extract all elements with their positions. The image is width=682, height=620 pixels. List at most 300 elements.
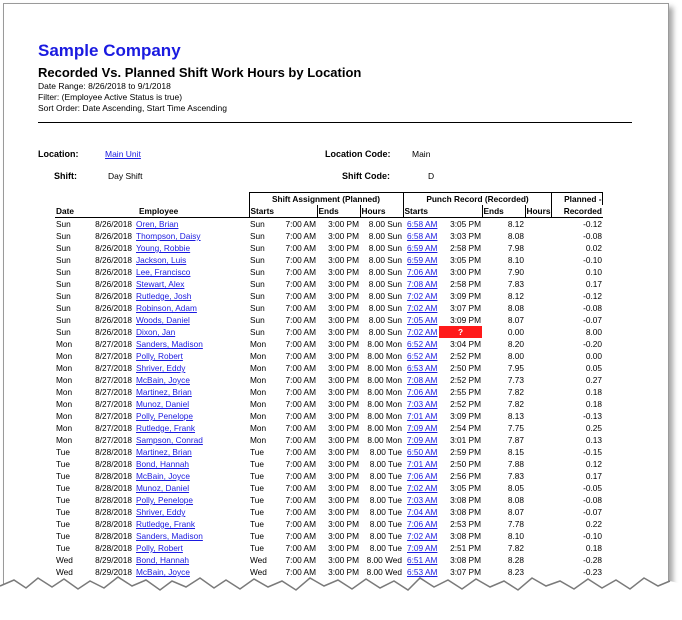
planned-hours: 8.00 Mon xyxy=(367,435,402,445)
planned-minus-recorded: -0.28 xyxy=(583,555,602,565)
employee-link[interactable]: Young, Robbie xyxy=(136,243,191,253)
spacer xyxy=(525,506,552,518)
recorded-end: 3:05 PM xyxy=(450,483,481,493)
employee-link[interactable]: Rutledge, Frank xyxy=(136,423,196,433)
planned-day: Tue xyxy=(250,531,264,541)
row-day: Wed xyxy=(56,555,73,565)
table-row xyxy=(55,386,603,398)
spacer xyxy=(525,266,552,278)
planned-day: Sun xyxy=(250,243,265,253)
row-day: Sun xyxy=(56,243,71,253)
recorded-start-link[interactable]: 7:06 AM xyxy=(407,387,438,397)
planned-hours: 8.00 Sun xyxy=(368,267,402,277)
recorded-hours: 7.98 xyxy=(507,243,524,253)
planned-end: 3:00 PM xyxy=(328,543,359,553)
recorded-hours: 8.07 xyxy=(507,315,524,325)
recorded-hours: 8.12 xyxy=(507,219,524,229)
table-row xyxy=(55,470,603,482)
spacer xyxy=(525,410,552,422)
planned-hours: 8.00 Mon xyxy=(367,399,402,409)
planned-start: 7:00 AM xyxy=(285,519,316,529)
recorded-start-link[interactable]: 6:50 AM xyxy=(407,447,438,457)
table-row xyxy=(55,254,603,266)
planned-minus-recorded: 0.17 xyxy=(585,279,602,289)
planned-end: 3:00 PM xyxy=(328,327,359,337)
planned-start: 7:00 AM xyxy=(285,375,316,385)
planned-hours: 8.00 Tue xyxy=(369,447,402,457)
planned-start: 7:00 AM xyxy=(285,267,316,277)
planned-start: 7:00 AM xyxy=(285,507,316,517)
employee-link[interactable]: Sampson, Conrad xyxy=(136,435,203,445)
recorded-start-link[interactable]: 6:59 AM xyxy=(407,243,438,253)
row-date: 8/28/2018 xyxy=(95,507,132,517)
row-day: Tue xyxy=(56,519,70,529)
planned-day: Tue xyxy=(250,519,264,529)
shift-assignment-group: Shift Assignment (Planned) xyxy=(249,193,403,206)
planned-minus-recorded: 0.27 xyxy=(585,375,602,385)
recorded-start-link[interactable]: 6:58 AM xyxy=(407,231,438,241)
planned-hours: 8.00 Tue xyxy=(369,543,402,553)
spacer xyxy=(525,446,552,458)
recorded-start-link[interactable]: 7:03 AM xyxy=(407,495,438,505)
row-date: 8/27/2018 xyxy=(95,399,132,409)
row-day: Sun xyxy=(56,231,71,241)
planned-end: 3:00 PM xyxy=(328,519,359,529)
recorded-end: 2:52 PM xyxy=(450,375,481,385)
row-day: Tue xyxy=(56,459,70,469)
recorded-end: 2:52 PM xyxy=(450,399,481,409)
planned-start: 7:00 AM xyxy=(285,483,316,493)
table-row xyxy=(55,518,603,530)
planned-day: Mon xyxy=(250,363,267,373)
row-day: Sun xyxy=(56,327,71,337)
employee-link[interactable]: Sanders, Madison xyxy=(136,531,203,541)
employee-link[interactable]: McBain, Joyce xyxy=(136,375,190,385)
planned-day: Wed xyxy=(250,567,267,577)
row-day: Tue xyxy=(56,483,70,493)
col-recorded-hours-header: Hours xyxy=(526,206,551,216)
planned-start: 7:00 AM xyxy=(285,471,316,481)
row-date: 8/28/2018 xyxy=(95,519,132,529)
recorded-start-link[interactable]: 7:03 AM xyxy=(407,399,438,409)
recorded-end: 3:08 PM xyxy=(450,495,481,505)
planned-end: 3:00 PM xyxy=(328,339,359,349)
employee-link[interactable]: Robinson, Adam xyxy=(136,303,197,313)
planned-start: 7:00 AM xyxy=(285,459,316,469)
recorded-hours: 7.87 xyxy=(507,435,524,445)
header-divider xyxy=(38,122,632,123)
planned-hours: 8.00 Mon xyxy=(367,339,402,349)
planned-day: Sun xyxy=(250,291,265,301)
employee-link[interactable]: Dixon, Jan xyxy=(136,327,176,337)
employee-link[interactable]: Polly, Robert xyxy=(136,351,183,361)
table-row xyxy=(55,530,603,542)
planned-minus-recorded: -0.13 xyxy=(583,411,602,421)
employee-link[interactable]: Polly, Penelope xyxy=(136,411,194,421)
recorded-hours: 8.28 xyxy=(507,555,524,565)
planned-start: 7:00 AM xyxy=(285,339,316,349)
row-date: 8/27/2018 xyxy=(95,423,132,433)
row-day: Tue xyxy=(56,531,70,541)
recorded-start-link[interactable]: 7:04 AM xyxy=(407,507,438,517)
employee-link[interactable]: McBain, Joyce xyxy=(136,471,190,481)
recorded-start-link[interactable]: 6:59 AM xyxy=(407,255,438,265)
planned-minus-recorded: -0.20 xyxy=(583,339,602,349)
recorded-start-link[interactable]: 7:08 AM xyxy=(407,375,438,385)
planned-start: 7:00 AM xyxy=(285,291,316,301)
planned-hours: 8.00 Mon xyxy=(367,363,402,373)
planned-minus-recorded: 0.13 xyxy=(585,435,602,445)
employee-link[interactable]: Shriver, Eddy xyxy=(136,507,186,517)
row-day: Mon xyxy=(56,375,73,385)
planned-hours: 8.00 Mon xyxy=(367,387,402,397)
planned-hours: 8.00 Sun xyxy=(368,279,402,289)
employee-link[interactable]: Rutledge, Frank xyxy=(136,519,196,529)
employee-link[interactable]: Lee, Francisco xyxy=(136,267,191,277)
table-row xyxy=(55,266,603,278)
spacer xyxy=(525,338,552,350)
employee-link[interactable]: Munoz, Daniel xyxy=(136,483,190,493)
planned-minus-recorded: 0.18 xyxy=(585,399,602,409)
recorded-hours: 8.20 xyxy=(507,339,524,349)
planned-minus-recorded: -0.08 xyxy=(583,303,602,313)
planned-minus-recorded: 0.22 xyxy=(585,519,602,529)
planned-end: 3:00 PM xyxy=(328,363,359,373)
planned-start: 7:00 AM xyxy=(285,435,316,445)
table-row xyxy=(55,410,603,422)
row-date: 8/28/2018 xyxy=(95,531,132,541)
row-date: 8/27/2018 xyxy=(95,339,132,349)
recorded-end: 3:09 PM xyxy=(450,411,481,421)
recorded-start-link[interactable]: 7:01 AM xyxy=(407,459,438,469)
recorded-start-link[interactable]: 7:06 AM xyxy=(407,471,438,481)
location-code-label: Location Code: xyxy=(325,149,391,159)
spacer xyxy=(525,242,552,254)
recorded-end: 2:56 PM xyxy=(450,471,481,481)
planned-minus-recorded: -0.07 xyxy=(583,507,602,517)
row-date: 8/28/2018 xyxy=(95,495,132,505)
planned-hours: 8.00 Sun xyxy=(368,255,402,265)
planned-minus-recorded: 0.05 xyxy=(585,363,602,373)
planned-day: Mon xyxy=(250,399,267,409)
table-row xyxy=(55,482,603,494)
row-day: Mon xyxy=(56,423,73,433)
col-recorded-ends-header: Ends xyxy=(482,205,525,218)
planned-day: Sun xyxy=(250,219,265,229)
recorded-start-link[interactable]: 6:53 AM xyxy=(407,363,438,373)
shift-value: Day Shift xyxy=(108,171,143,181)
recorded-end: 2:51 PM xyxy=(450,543,481,553)
spacer xyxy=(525,326,552,338)
employee-link[interactable]: Woods, Daniel xyxy=(136,315,190,325)
table-row xyxy=(55,350,603,362)
planned-start: 7:00 AM xyxy=(285,423,316,433)
planned-day: Sun xyxy=(250,327,265,337)
employee-link[interactable]: Martinez, Brian xyxy=(136,447,192,457)
employee-link[interactable]: Sanders, Madison xyxy=(136,339,203,349)
recorded-start-link[interactable]: 6:52 AM xyxy=(407,351,438,361)
employee-link[interactable]: Bond, Hannah xyxy=(136,459,190,469)
row-date: 8/26/2018 xyxy=(95,219,132,229)
location-code-value: Main xyxy=(412,149,431,159)
planned-start: 7:00 AM xyxy=(285,531,316,541)
spacer xyxy=(525,290,552,302)
recorded-end: 3:00 PM xyxy=(450,267,481,277)
spacer xyxy=(525,218,552,231)
planned-end: 3:00 PM xyxy=(328,471,359,481)
date-range: Date Range: 8/26/2018 to 9/1/2018 xyxy=(38,81,171,91)
employee-link[interactable]: Polly, Robert xyxy=(136,543,183,553)
report-page xyxy=(3,3,669,590)
employee-link[interactable]: Stewart, Alex xyxy=(136,279,185,289)
planned-day: Mon xyxy=(250,411,267,421)
recorded-start-link[interactable]: 7:06 AM xyxy=(407,267,438,277)
group-header-row xyxy=(55,193,603,206)
recorded-hours: 0.00 xyxy=(507,327,524,337)
row-day: Tue xyxy=(56,507,70,517)
row-date: 8/26/2018 xyxy=(95,243,132,253)
planned-hours: 8.00 Mon xyxy=(367,375,402,385)
planned-day: Sun xyxy=(250,315,265,325)
row-day: Mon xyxy=(56,399,73,409)
employee-link[interactable]: Rutledge, Josh xyxy=(136,291,192,301)
row-date: 8/26/2018 xyxy=(95,231,132,241)
planned-day: Sun xyxy=(250,231,265,241)
table-row xyxy=(55,278,603,290)
planned-end: 3:00 PM xyxy=(328,531,359,541)
row-date: 8/26/2018 xyxy=(95,255,132,265)
table-row xyxy=(55,506,603,518)
company-name: Sample Company xyxy=(38,41,181,60)
planned-minus-recorded: -0.12 xyxy=(583,291,602,301)
planned-end: 3:00 PM xyxy=(328,567,359,577)
planned-end: 3:00 PM xyxy=(328,375,359,385)
filter-text: Filter: (Employee Active Status is true) xyxy=(38,92,183,102)
row-date: 8/26/2018 xyxy=(95,315,132,325)
recorded-start-link[interactable]: 7:06 AM xyxy=(407,519,438,529)
planned-hours: 8.00 Tue xyxy=(369,519,402,529)
planned-hours: 8.00 Mon xyxy=(367,411,402,421)
recorded-start-link[interactable]: 6:53 AM xyxy=(407,567,438,577)
recorded-start-link[interactable]: 7:01 AM xyxy=(407,411,438,421)
planned-hours: 8.00 Sun xyxy=(368,291,402,301)
row-day: Tue xyxy=(56,471,70,481)
recorded-hours: 8.07 xyxy=(507,507,524,517)
recorded-end: 3:07 PM xyxy=(450,303,481,313)
location-link[interactable]: Main Unit xyxy=(105,149,141,159)
planned-hours: 8.00 Tue xyxy=(369,507,402,517)
recorded-hours: 7.82 xyxy=(507,387,524,397)
table-row xyxy=(55,290,603,302)
row-date: 8/26/2018 xyxy=(95,267,132,277)
recorded-start-link[interactable]: 7:02 AM xyxy=(407,327,438,337)
row-date: 8/26/2018 xyxy=(95,303,132,313)
col-planned-starts-header: Starts xyxy=(249,205,317,218)
planned-end: 3:00 PM xyxy=(328,267,359,277)
planned-end: 3:00 PM xyxy=(328,507,359,517)
torn-edge xyxy=(0,560,682,620)
row-date: 8/27/2018 xyxy=(95,387,132,397)
recorded-hours: 7.82 xyxy=(507,399,524,409)
recorded-end: 2:50 PM xyxy=(450,363,481,373)
shift-label: Shift: xyxy=(54,171,77,181)
recorded-start-link[interactable]: 7:02 AM xyxy=(407,291,438,301)
planned-hours: 8.00 Tue xyxy=(369,459,402,469)
planned-end: 3:00 PM xyxy=(328,435,359,445)
row-date: 8/27/2018 xyxy=(95,435,132,445)
planned-end: 3:00 PM xyxy=(328,495,359,505)
table-row xyxy=(55,326,603,338)
recorded-end: 3:08 PM xyxy=(450,507,481,517)
spacer xyxy=(525,374,552,386)
recorded-start-link[interactable]: 7:02 AM xyxy=(407,483,438,493)
planned-minus-group: Planned - xyxy=(552,193,603,206)
row-day: Tue xyxy=(56,495,70,505)
row-day: Sun xyxy=(56,303,71,313)
planned-day: Sun xyxy=(250,303,265,313)
planned-start: 7:00 AM xyxy=(285,219,316,229)
employee-link[interactable]: Martinez, Brian xyxy=(136,387,192,397)
recorded-start-link[interactable]: 7:05 AM xyxy=(407,315,438,325)
planned-minus-recorded: 0.12 xyxy=(585,459,602,469)
table-row xyxy=(55,218,603,231)
table-row xyxy=(55,434,603,446)
spacer xyxy=(525,314,552,326)
planned-minus-recorded: 0.00 xyxy=(585,351,602,361)
planned-end: 3:00 PM xyxy=(328,219,359,229)
planned-start: 7:00 AM xyxy=(285,231,316,241)
planned-start: 7:00 AM xyxy=(285,327,316,337)
row-day: Wed xyxy=(56,567,73,577)
planned-start: 7:00 AM xyxy=(285,543,316,553)
recorded-hours: 8.12 xyxy=(507,291,524,301)
planned-start: 7:00 AM xyxy=(285,315,316,325)
recorded-start-link[interactable]: 7:02 AM xyxy=(407,303,438,313)
table-row xyxy=(55,362,603,374)
planned-start: 7:00 AM xyxy=(285,411,316,421)
planned-end: 3:00 PM xyxy=(328,459,359,469)
planned-minus-recorded: -0.10 xyxy=(583,531,602,541)
row-date: 8/26/2018 xyxy=(95,279,132,289)
recorded-start-link[interactable]: 7:09 AM xyxy=(407,435,438,445)
recorded-start-link[interactable]: 6:58 AM xyxy=(407,219,438,229)
recorded-end: 3:08 PM xyxy=(450,555,481,565)
row-day: Sun xyxy=(56,267,71,277)
row-date: 8/26/2018 xyxy=(95,291,132,301)
spacer xyxy=(525,302,552,314)
hours-table xyxy=(55,192,603,578)
planned-hours: 8.00 Tue xyxy=(369,495,402,505)
spacer xyxy=(525,350,552,362)
planned-day: Tue xyxy=(250,447,264,457)
spacer xyxy=(525,398,552,410)
planned-end: 3:00 PM xyxy=(328,399,359,409)
planned-hours: 8.00 Sun xyxy=(368,231,402,241)
recorded-hours: 8.08 xyxy=(507,231,524,241)
table-row xyxy=(55,398,603,410)
row-date: 8/26/2018 xyxy=(95,327,132,337)
planned-day: Mon xyxy=(250,351,267,361)
employee-link[interactable]: Jackson, Luis xyxy=(136,255,187,265)
planned-start: 7:00 AM xyxy=(285,495,316,505)
planned-day: Sun xyxy=(250,279,265,289)
planned-minus-recorded: 0.02 xyxy=(585,243,602,253)
recorded-end: 2:59 PM xyxy=(450,447,481,457)
employee-link[interactable]: Oren, Brian xyxy=(136,219,179,229)
employee-link[interactable]: Thompson, Daisy xyxy=(136,231,201,241)
planned-day: Mon xyxy=(250,375,267,385)
recorded-start-link[interactable]: 7:09 AM xyxy=(407,423,438,433)
recorded-end: 3:03 PM xyxy=(450,231,481,241)
planned-day: Mon xyxy=(250,387,267,397)
planned-day: Tue xyxy=(250,459,264,469)
planned-day: Tue xyxy=(250,507,264,517)
spacer xyxy=(525,470,552,482)
recorded-hours: 7.95 xyxy=(507,363,524,373)
spacer xyxy=(525,230,552,242)
planned-end: 3:00 PM xyxy=(328,555,359,565)
planned-minus-recorded: -0.07 xyxy=(583,315,602,325)
employee-link[interactable]: McBain, Joyce xyxy=(136,567,190,577)
planned-minus-recorded: 0.17 xyxy=(585,471,602,481)
recorded-hours: 8.08 xyxy=(507,495,524,505)
recorded-end: 3:01 PM xyxy=(450,435,481,445)
row-day: Mon xyxy=(56,351,73,361)
row-day: Mon xyxy=(56,339,73,349)
col-recorded-header: Recorded xyxy=(552,205,603,218)
planned-end: 3:00 PM xyxy=(328,351,359,361)
row-day: Tue xyxy=(56,447,70,457)
planned-day: Tue xyxy=(250,471,264,481)
employee-link[interactable]: Munoz, Daniel xyxy=(136,399,190,409)
spacer xyxy=(525,434,552,446)
recorded-end: 2:58 PM xyxy=(450,243,481,253)
recorded-hours: 8.00 xyxy=(507,351,524,361)
table-row xyxy=(55,374,603,386)
planned-day: Tue xyxy=(250,483,264,493)
recorded-hours: 7.73 xyxy=(507,375,524,385)
recorded-start-link[interactable]: 7:02 AM xyxy=(407,531,438,541)
col-date-header: Date xyxy=(55,205,133,218)
recorded-start-link[interactable]: 7:09 AM xyxy=(407,543,438,553)
spacer xyxy=(525,530,552,542)
recorded-end: 2:50 PM xyxy=(450,459,481,469)
table-row xyxy=(55,458,603,470)
employee-link[interactable]: Polly, Penelope xyxy=(136,495,194,505)
table-row xyxy=(55,542,603,554)
row-day: Mon xyxy=(56,363,73,373)
recorded-start-link[interactable]: 6:52 AM xyxy=(407,339,438,349)
shift-code-value: D xyxy=(428,171,435,181)
employee-link[interactable]: Shriver, Eddy xyxy=(136,363,186,373)
planned-start: 7:00 AM xyxy=(285,567,316,577)
row-date: 8/29/2018 xyxy=(95,567,132,577)
planned-minus-recorded: 0.25 xyxy=(585,423,602,433)
employee-link[interactable]: Bond, Hannah xyxy=(136,555,190,565)
recorded-end-missing: ? xyxy=(439,326,482,338)
recorded-hours: 7.78 xyxy=(507,519,524,529)
recorded-start-link[interactable]: 6:51 AM xyxy=(407,555,438,565)
planned-start: 7:00 AM xyxy=(285,555,316,565)
planned-day: Sun xyxy=(250,255,265,265)
recorded-start-link[interactable]: 7:08 AM xyxy=(407,279,438,289)
table-row xyxy=(55,242,603,254)
planned-end: 3:00 PM xyxy=(328,243,359,253)
planned-hours: 8.00 Tue xyxy=(369,471,402,481)
row-day: Sun xyxy=(56,279,71,289)
planned-hours: 8.00 Tue xyxy=(369,531,402,541)
col-planned-hours-header: Hours xyxy=(360,205,403,218)
